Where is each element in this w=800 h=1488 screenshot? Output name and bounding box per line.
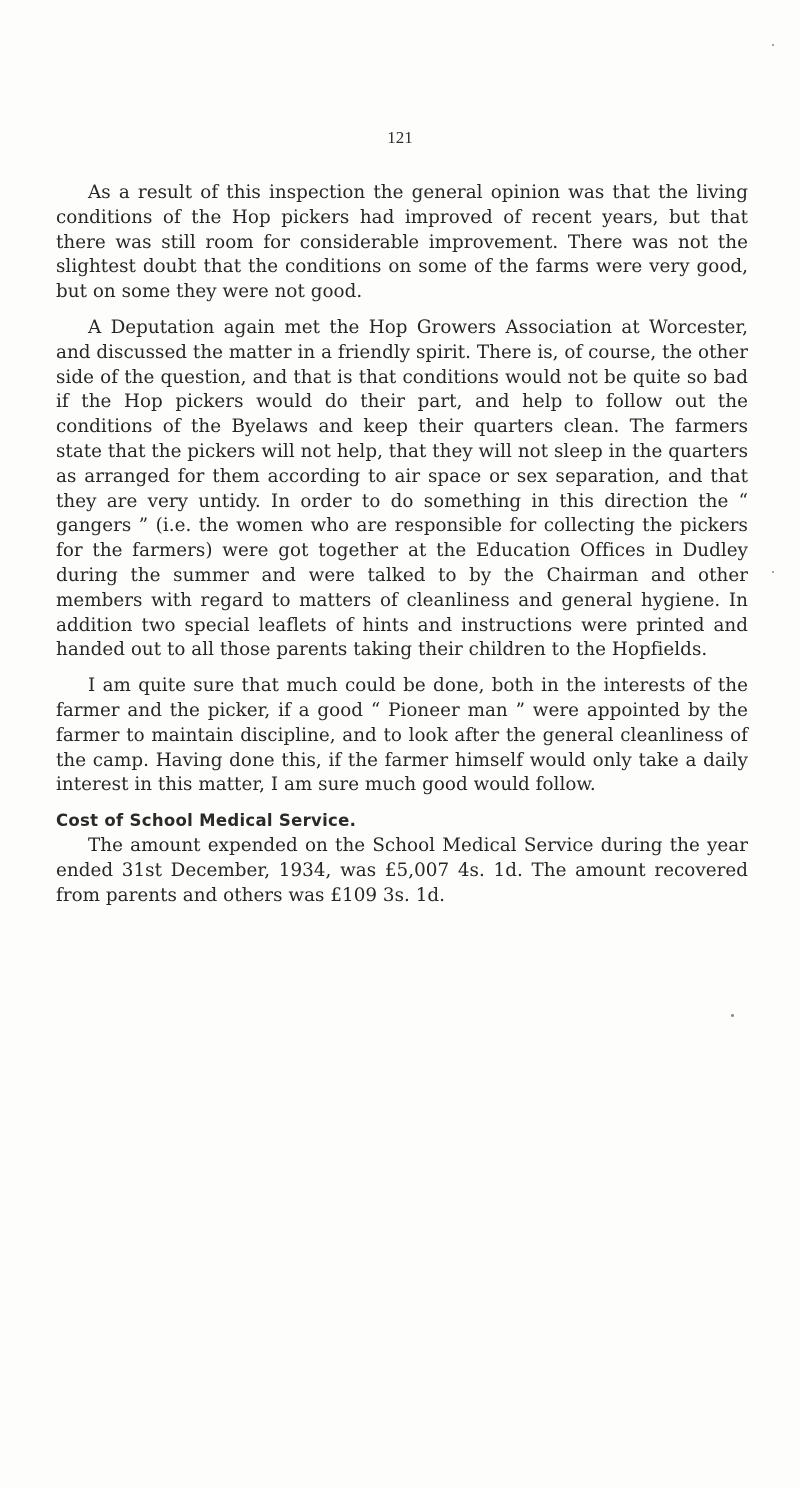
print-speck bbox=[731, 1014, 734, 1017]
section-heading-school-medical-cost: Cost of School Medical Service. bbox=[56, 811, 357, 831]
print-speck bbox=[772, 44, 774, 46]
body-text bbox=[56, 181, 748, 919]
paragraph-deputation: A Deputation again met the Hop Growers Association at Worcester, and discussed the matter in a friendly spirit. There is, of course, the other side of the question, and that is that conditions would not be quite so bad if the Hop pickers would do their part, and help to follow out the conditions of the Byelaws and keep their quarters clean. The farmers state that the pickers will not help, that they will not sleep in the quarters as arranged for them according to air space or sex separation, and that they are very untidy. In order to do something in this direction the “ gangers ” (i.e. the women who are responsible for collecting the pickers for the farmers) were got together at the Education Offices in Dudley during the summer and were talked to by the Chairman and other members with regard to matters of cleanliness and general hygiene. In addition two special leaflets of hints and instructions were printed and handed out to all those parents taking their children to the Hopfields. bbox=[56, 316, 748, 661]
page-number: 121 bbox=[387, 128, 413, 147]
paragraph-pioneer-man: I am quite sure that much could be done, both in the interests of the farmer and the picker, if a good “ Pioneer man ” were appointed by the farmer to maintain discipline, and to look after the general cleanliness of the camp. Having done this, if the farmer himself would only take a daily interest in this matter, I am sure much good would follow. bbox=[56, 675, 748, 796]
print-speck bbox=[772, 571, 774, 573]
paragraph-school-medical-cost: The amount expended on the School Medical Service during the year ended 31st December, 1934, was £5,007 4s. 1d. The amount recovered from parents and others was £109 3s. 1d. bbox=[56, 834, 748, 906]
paragraph-inspection-result: As a result of this inspection the general opinion was that the living conditions of the Hop pickers had improved of recent years, but that there was still room for considerable improvement. There was not the slightest doubt that the conditions on some of the farms were very good, but on some they were not good. bbox=[56, 182, 748, 303]
